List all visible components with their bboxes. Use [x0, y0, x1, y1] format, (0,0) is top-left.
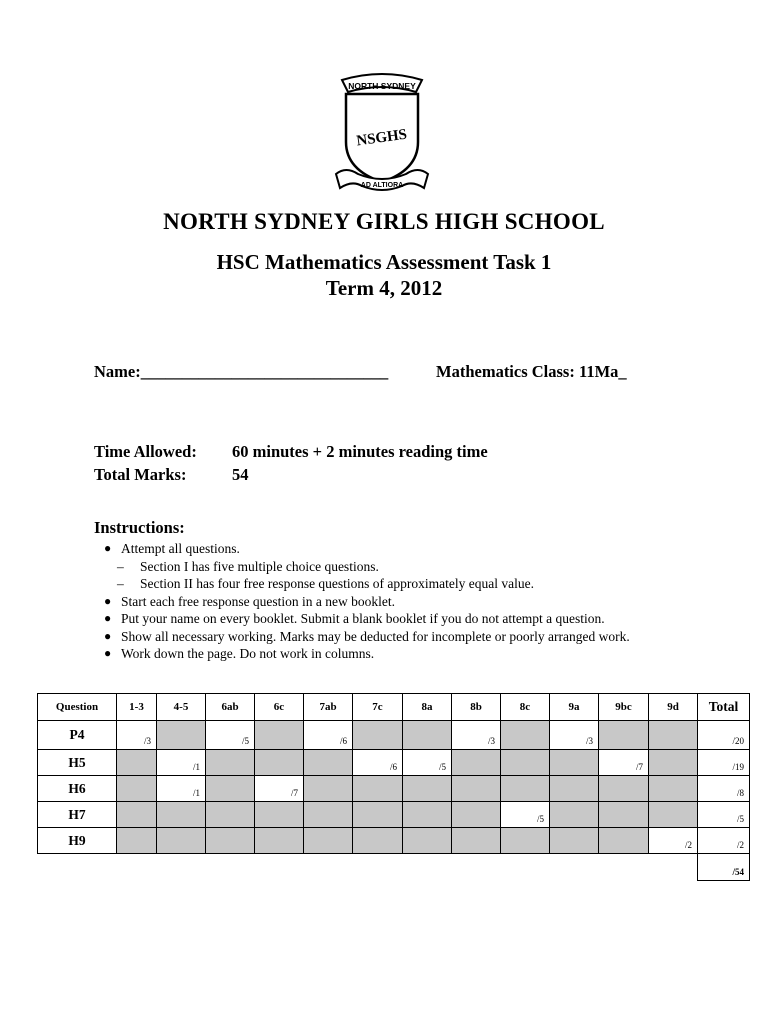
shaded-cell — [550, 802, 599, 828]
grand-total-cell[interactable] — [698, 854, 750, 881]
dash-icon: – — [117, 558, 124, 574]
shaded-cell — [403, 802, 452, 828]
student-name-field[interactable]: Name:______________________________ — [94, 362, 389, 381]
column-header: 8c — [501, 694, 550, 721]
shaded-cell — [353, 802, 403, 828]
mark-max: /1 — [192, 788, 200, 798]
column-header: 7ab — [304, 694, 353, 721]
shaded-cell — [206, 776, 255, 802]
table-row — [38, 828, 750, 854]
shaded-cell — [353, 776, 403, 802]
mark-cell[interactable] — [206, 721, 255, 750]
crest-motto-top: NORTH SYDNEY — [348, 81, 416, 91]
shaded-cell — [649, 776, 698, 802]
row-total: /8 — [736, 788, 744, 798]
column-header: 6ab — [206, 694, 255, 721]
instruction-item: Start each free response question in a new booklet. — [121, 593, 396, 609]
bullet-icon: ● — [104, 611, 112, 625]
mark-max: /7 — [635, 762, 643, 772]
row-total: /20 — [732, 736, 744, 746]
instruction-subitem: Section II has four free response questions of approximately equal value. — [140, 576, 534, 591]
instruction-item: Attempt all questions. — [121, 541, 240, 556]
shaded-cell — [452, 750, 501, 776]
shaded-cell — [649, 750, 698, 776]
table-row — [38, 750, 750, 776]
shaded-cell — [599, 802, 649, 828]
shaded-cell — [353, 828, 403, 854]
shaded-cell — [353, 721, 403, 750]
shaded-cell — [452, 828, 501, 854]
row-total-cell[interactable] — [698, 828, 750, 854]
mark-cell[interactable] — [501, 802, 550, 828]
mark-max: /5 — [241, 736, 249, 746]
mark-cell[interactable] — [117, 721, 157, 750]
shaded-cell — [206, 828, 255, 854]
exam-title: HSC Mathematics Assessment Task 1 — [216, 250, 552, 274]
mark-cell[interactable] — [353, 750, 403, 776]
instruction-item: Show all necessary working. Marks may be deducted for incomplete or poorly arranged work. — [121, 628, 630, 644]
mark-max: /6 — [339, 736, 347, 746]
total-header: Total — [698, 694, 750, 721]
shaded-cell — [550, 828, 599, 854]
mark-max: /5 — [536, 814, 544, 824]
shaded-cell — [206, 750, 255, 776]
column-header: 9bc — [599, 694, 649, 721]
grand-total: /54 — [732, 867, 744, 877]
blank-space — [38, 854, 698, 881]
column-header: 9d — [649, 694, 698, 721]
shaded-cell — [157, 721, 206, 750]
mark-cell[interactable] — [649, 828, 698, 854]
bullet-icon: ● — [104, 628, 112, 643]
mark-max: /5 — [438, 762, 446, 772]
bullet-icon: ● — [104, 541, 112, 555]
column-header: 8a — [403, 694, 452, 721]
dash-icon: – — [117, 576, 124, 591]
shaded-cell — [550, 750, 599, 776]
crest-monogram: NSGHS — [355, 126, 409, 150]
mark-cell[interactable] — [599, 750, 649, 776]
shaded-cell — [117, 828, 157, 854]
total-marks-value: 54 — [232, 465, 249, 484]
shaded-cell — [599, 828, 649, 854]
row-total-cell[interactable] — [698, 750, 750, 776]
row-total: /2 — [736, 840, 744, 850]
shaded-cell — [599, 776, 649, 802]
shaded-cell — [649, 802, 698, 828]
outcome-label: H5 — [38, 750, 117, 776]
row-total-cell[interactable] — [698, 721, 750, 750]
shaded-cell — [206, 802, 255, 828]
mark-cell[interactable] — [304, 721, 353, 750]
row-total: /19 — [732, 762, 744, 772]
shaded-cell — [501, 721, 550, 750]
shaded-cell — [157, 802, 206, 828]
bullet-icon: ● — [104, 646, 112, 660]
mark-max: /2 — [684, 840, 692, 850]
mark-max: /3 — [585, 736, 593, 746]
row-total: /5 — [736, 814, 744, 824]
mark-cell[interactable] — [550, 721, 599, 750]
row-total-cell[interactable] — [698, 776, 750, 802]
shaded-cell — [304, 776, 353, 802]
shaded-cell — [501, 776, 550, 802]
question-header: Question — [38, 694, 117, 721]
shaded-cell — [452, 802, 501, 828]
table-row — [38, 721, 750, 750]
shaded-cell — [452, 776, 501, 802]
table-row — [38, 776, 750, 802]
outcome-label: H9 — [38, 828, 117, 854]
shaded-cell — [304, 750, 353, 776]
grand-total-row — [38, 854, 750, 881]
row-total-cell[interactable] — [698, 802, 750, 828]
shaded-cell — [403, 776, 452, 802]
column-header: 7c — [353, 694, 403, 721]
instruction-item: Work down the page. Do not work in columns. — [121, 646, 375, 661]
mark-max: /3 — [487, 736, 495, 746]
table-row — [38, 802, 750, 828]
shaded-cell — [599, 721, 649, 750]
shaded-cell — [501, 828, 550, 854]
mark-max: /6 — [389, 762, 397, 772]
exam-term: Term 4, 2012 — [325, 276, 443, 300]
column-header: 6c — [255, 694, 304, 721]
shaded-cell — [255, 750, 304, 776]
mark-cell[interactable] — [157, 776, 206, 802]
table-header-row — [38, 694, 750, 721]
outcome-label: P4 — [38, 721, 117, 750]
column-header: 4-5 — [157, 694, 206, 721]
shaded-cell — [255, 721, 304, 750]
column-header: 9a — [550, 694, 599, 721]
math-class-field[interactable]: Mathematics Class: 11Ma_ — [436, 362, 627, 381]
mark-max: /7 — [290, 788, 298, 798]
school-name: NORTH SYDNEY GIRLS HIGH SCHOOL — [163, 209, 605, 234]
mark-cell[interactable] — [255, 776, 304, 802]
shaded-cell — [501, 750, 550, 776]
shaded-cell — [304, 802, 353, 828]
shaded-cell — [117, 776, 157, 802]
shaded-cell — [117, 750, 157, 776]
shaded-cell — [255, 802, 304, 828]
shaded-cell — [157, 828, 206, 854]
mark-cell[interactable] — [452, 721, 501, 750]
shaded-cell — [304, 828, 353, 854]
shaded-cell — [649, 721, 698, 750]
mark-cell[interactable] — [403, 750, 452, 776]
mark-max: /3 — [143, 736, 151, 746]
instructions-title: Instructions: — [94, 518, 185, 537]
bullet-icon: ● — [104, 593, 112, 608]
time-allowed-value: 60 minutes + 2 minutes reading time — [232, 442, 488, 461]
outcome-label: H7 — [38, 802, 117, 828]
school-crest — [332, 70, 432, 198]
mark-max: /1 — [192, 762, 200, 772]
shaded-cell — [403, 721, 452, 750]
shaded-cell — [117, 802, 157, 828]
crest-motto-bottom: AD ALTIORA — [360, 182, 404, 189]
shaded-cell — [403, 828, 452, 854]
column-header: 1-3 — [117, 694, 157, 721]
outcome-label: H6 — [38, 776, 117, 802]
marks-table — [37, 693, 750, 881]
shaded-cell — [550, 776, 599, 802]
instruction-item: Put your name on every booklet. Submit a blank booklet if you do not attempt a question. — [121, 611, 605, 626]
instruction-subitem: Section I has five multiple choice questions. — [140, 558, 379, 574]
column-header: 8b — [452, 694, 501, 721]
total-marks-label: Total Marks: — [94, 465, 187, 484]
time-allowed-label: Time Allowed: — [94, 442, 197, 461]
shaded-cell — [255, 828, 304, 854]
mark-cell[interactable] — [157, 750, 206, 776]
